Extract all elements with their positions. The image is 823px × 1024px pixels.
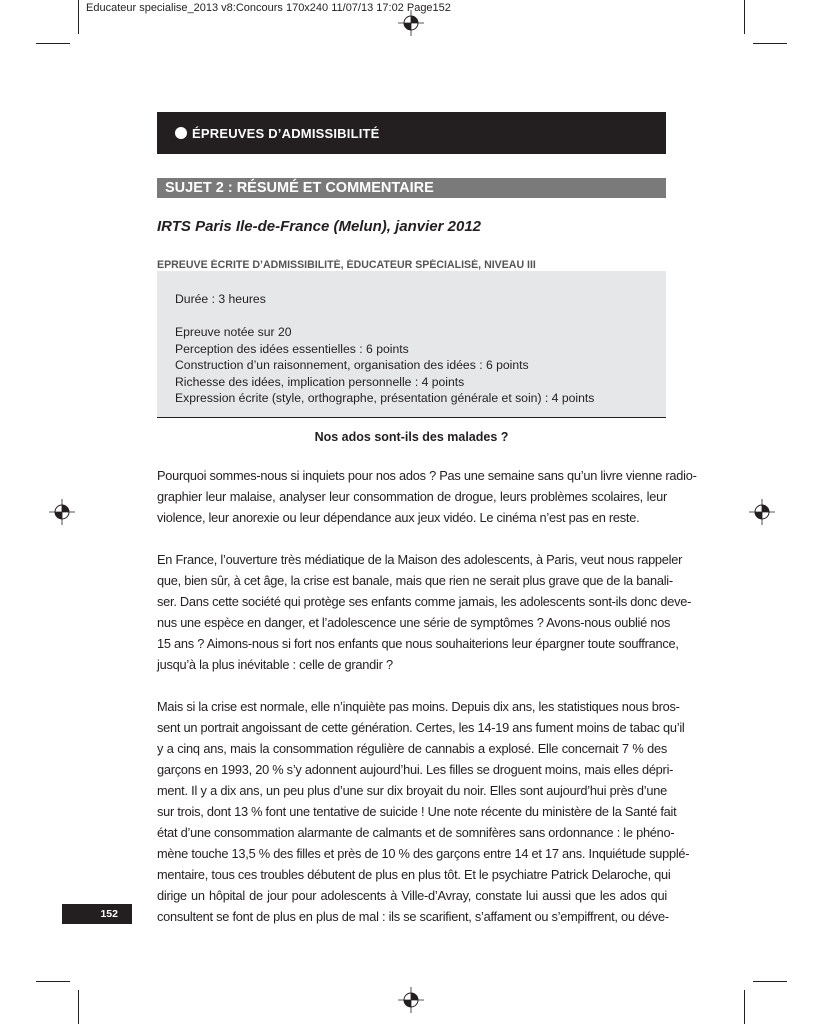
text-line: violence, leur anorexie ou leur dépendance aux jeux vidéo. Le cinéma n’est pas en reste. — [157, 510, 640, 525]
page-number: 152 — [62, 904, 132, 924]
text-line: sent un portrait angoissant de cette génération. Certes, les 14-19 ans fument moins de tabac qu’il — [157, 720, 685, 735]
crop-mark-top-right-vertical — [744, 0, 745, 34]
crop-mark-top-right-horizontal — [753, 43, 787, 44]
article-body — [157, 465, 697, 948]
exam-place-heading: IRTS Paris Ile-de-France (Melun), janvier 2012 — [157, 218, 482, 235]
text-line: état d’une consommation alarmante de calmants et de somnifères sans ordonnance : le phéno- — [157, 825, 675, 840]
crop-mark-bottom-right-horizontal — [753, 981, 787, 982]
text-line: Mais si la crise est normale, elle n’inquiète pas moins. Depuis dix ans, les statistiques nous bros- — [157, 699, 680, 714]
article-paragraph — [157, 549, 692, 675]
registration-mark-left-icon — [49, 499, 75, 525]
article-paragraph — [157, 465, 697, 528]
crop-mark-bottom-left-horizontal — [36, 981, 70, 982]
text-line: mène touche 13,5 % des filles et près de 10 % des garçons entre 14 et 17 ans. Inquiétude supplé- — [157, 846, 690, 861]
text-line: y a cinq ans, mais la consommation régulière de cannabis a explosé. Elle concernait 7 % des — [157, 741, 667, 756]
text-line: mentaire, tous ces troubles débutent de plus en plus tôt. Et le psychiatre Patrick Delaroche, qui — [157, 867, 671, 882]
subject-heading: SUJET 2 : RÉSUMÉ ET COMMENTAIRE — [157, 178, 666, 198]
text-line: sur trois, dont 13 % font une tentative de suicide ! Une note récente du ministère de la Santé fait — [157, 804, 677, 819]
section-banner-label: ÉPREUVES D’ADMISSIBILITÉ — [192, 125, 380, 141]
grading-item: Expression écrite (style, orthographe, présentation générale et soin) : 4 points — [175, 391, 595, 405]
text-line: jusqu’à la plus inévitable : celle de grandir ? — [157, 657, 393, 672]
text-line: nus une espèce en danger, et l’adolescence une série de symptômes ? Avons-nous oublié nos — [157, 615, 671, 630]
crop-mark-top-left-vertical — [78, 0, 79, 34]
article-paragraph — [157, 696, 690, 927]
print-slug-line: Educateur specialise_2013 v8:Concours 170x240 11/07/13 17:02 Page152 — [86, 2, 451, 14]
bullet-dot-icon — [175, 127, 187, 139]
text-line: que, bien sûr, à cet âge, la crise est banale, mais que rien ne serait plus grave que de la banali- — [157, 573, 673, 588]
registration-mark-bottom-icon — [398, 987, 424, 1013]
article-title: Nos ados sont-ils des malades ? — [314, 430, 509, 444]
grading-item: Perception des idées essentielles : 6 points — [175, 341, 409, 356]
grading-box — [157, 271, 666, 418]
text-line: Pourquoi sommes-nous si inquiets pour nos ados ? Pas une semaine sans qu’un livre vienne radio- — [157, 468, 697, 483]
grading-item: Construction d’un raisonnement, organisation des idées : 6 points — [175, 358, 529, 372]
crop-mark-top-left-horizontal — [36, 43, 70, 44]
text-line: consultent se font de plus en plus de mal : ils se scarifient, s’affament ou s’empiffrent, ou déve- — [157, 909, 669, 924]
registration-mark-top-icon — [398, 10, 424, 36]
crop-mark-bottom-right-vertical — [744, 990, 745, 1024]
duration-text: Durée : 3 heures — [175, 292, 266, 306]
text-line: En France, l’ouverture très médiatique de la Maison des adolescents, à Paris, veut nous rappeler — [157, 552, 683, 567]
grading-item: Epreuve notée sur 20 — [175, 325, 292, 339]
text-line: ser. Dans cette société qui protège ses enfants comme jamais, les adolescents sont-ils donc deve- — [157, 594, 692, 609]
text-line: graphier leur malaise, analyser leur consommation de drogue, leurs problèmes scolaires, leur — [157, 489, 667, 504]
registration-mark-right-icon — [749, 499, 775, 525]
text-line: ment. Il y a dix ans, un peu plus d’une sur dix broyait du noir. Elles sont aujourd’hui près d’une — [157, 783, 667, 798]
text-line: dirige un hôpital de jour pour adolescents à Ville-d’Avray, constate lui aussi que les ados qui — [157, 888, 667, 903]
section-banner — [157, 112, 666, 154]
exam-title: EPREUVE ÉCRITE D’ADMISSIBILITÉ, ÉDUCATEUR SPÉCIALISÉ, NIVEAU III — [157, 259, 536, 271]
text-line: 15 ans ? Aimons-nous si fort nos enfants que nous souhaiterions leur épargner toute souffrance, — [157, 636, 679, 651]
crop-mark-bottom-left-vertical — [78, 990, 79, 1024]
grading-item: Richesse des idées, implication personnelle : 4 points — [175, 374, 465, 389]
text-line: garçons en 1993, 20 % s’y adonnent aujourd’hui. Les filles se droguent moins, mais elles dépri- — [157, 762, 674, 777]
